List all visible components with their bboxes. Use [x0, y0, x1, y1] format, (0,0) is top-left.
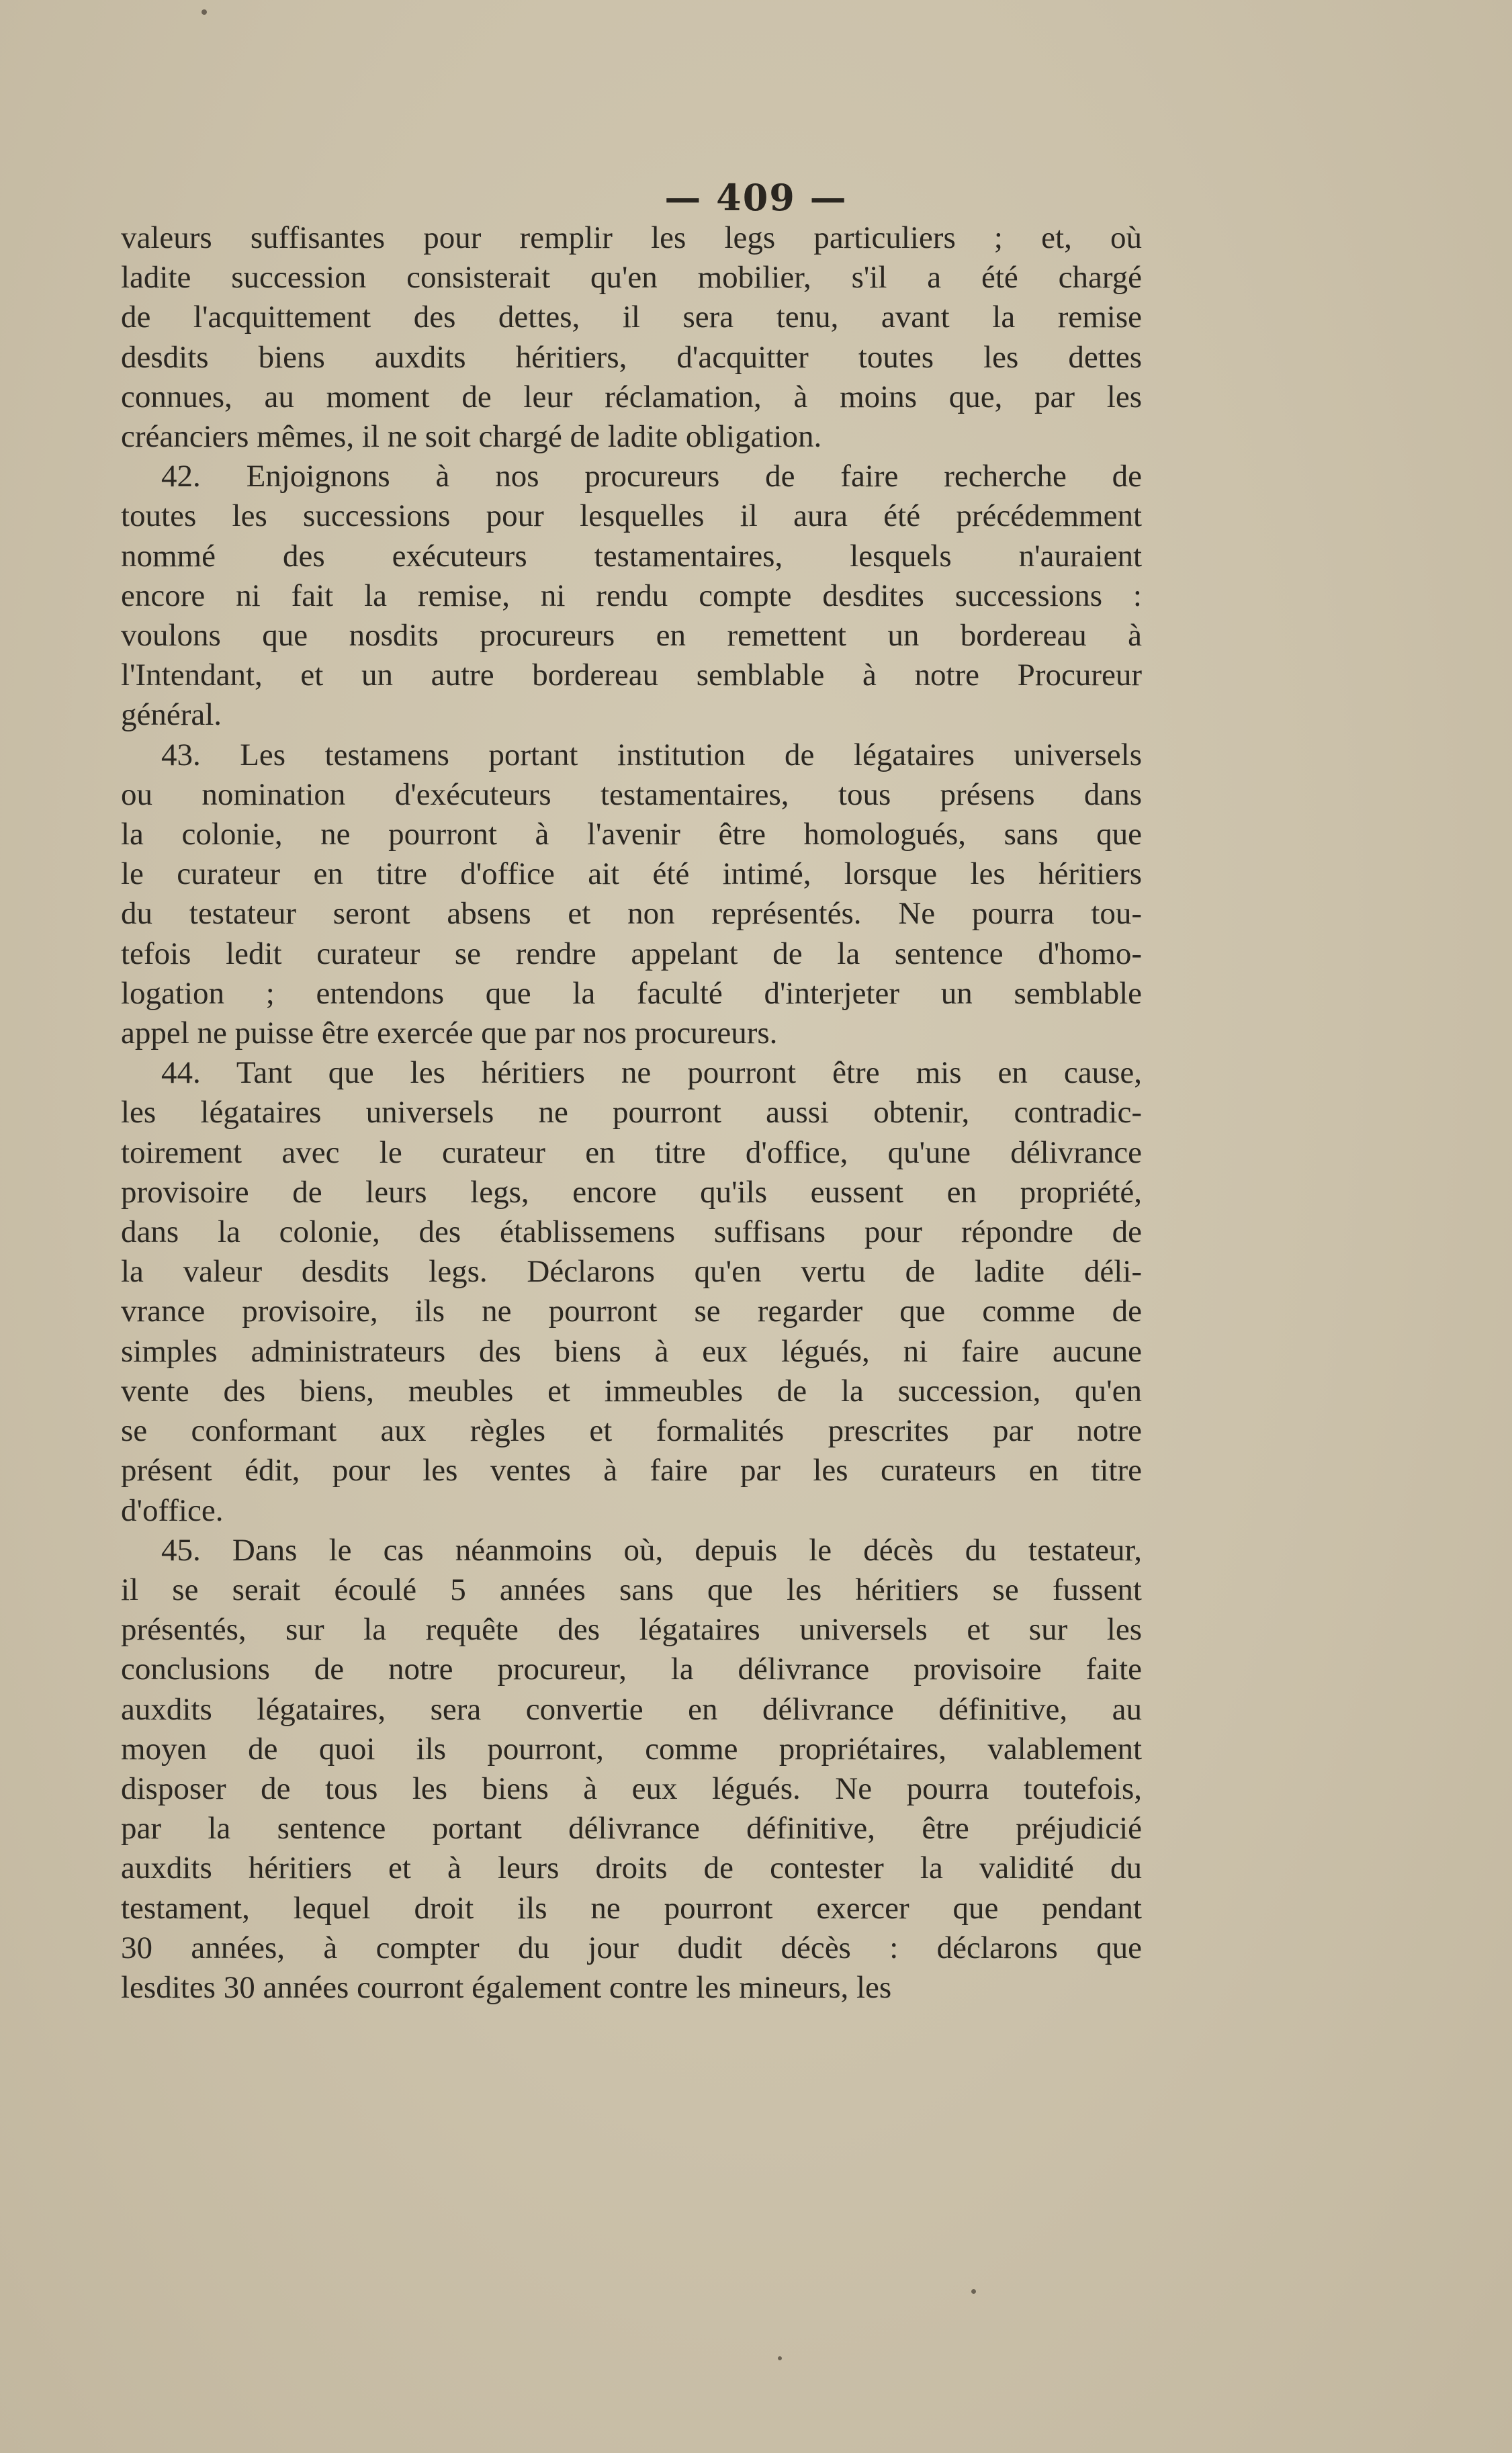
text-line: auxdits héritiers et à leurs droits de contester la validité du: [121, 1850, 1142, 1886]
text-line: toirement avec le curateur en titre d'office, qu'une délivrance: [121, 1134, 1142, 1170]
text-line: d'office.: [121, 1492, 224, 1528]
paragraph-p43: [121, 735, 1142, 1054]
ink-speck: [202, 9, 207, 15]
text-line: l'Intendant, et un autre bordereau semblable à notre Procureur: [121, 658, 1142, 693]
text-line: logation ; entendons que la faculté d'interjeter un semblable: [121, 975, 1142, 1011]
paragraph-p0: [121, 218, 1142, 457]
text-line: de l'acquittement des dettes, il sera tenu, avant la remise: [121, 300, 1142, 335]
text-line: dans la colonie, des établissemens suffisans pour répondre de: [121, 1214, 1142, 1250]
paragraph-p45: [121, 1531, 1142, 2008]
text-line: 45. Dans le cas néanmoins où, depuis le décès du testateur,: [161, 1532, 1142, 1568]
text-line: testament, lequel droit ils ne pourront exercer que pendant: [121, 1890, 1142, 1926]
text-line: auxdits légataires, sera convertie en délivrance définitive, au: [121, 1691, 1142, 1727]
text-line: nommé des exécuteurs testamentaires, lesquels n'auraient: [121, 538, 1142, 574]
text-line: ou nomination d'exécuteurs testamentaires, tous présens dans: [121, 776, 1142, 812]
text-line: desdits biens auxdits héritiers, d'acquitter toutes les dettes: [121, 339, 1142, 375]
text-line: toutes les successions pour lesquelles il aura été précédemment: [121, 498, 1142, 534]
text-line: vrance provisoire, ils ne pourront se regarder que comme de: [121, 1294, 1142, 1329]
text-line: voulons que nosdits procureurs en remettent un bordereau à: [121, 618, 1142, 654]
text-line: appel ne puisse être exercée que par nos procureurs.: [121, 1016, 778, 1051]
ink-speck: [971, 2289, 976, 2294]
text-line: conclusions de notre procureur, la délivrance provisoire faite: [121, 1652, 1142, 1687]
paragraph-p42: [121, 457, 1142, 735]
text-line: du testateur seront absens et non représentés. Ne pourra tou-: [121, 896, 1142, 932]
text-line: disposer de tous les biens à eux légués. Ne pourra toutefois,: [121, 1771, 1142, 1806]
text-line: 30 années, à compter du jour dudit décès : déclarons que: [121, 1930, 1142, 1965]
text-line: présentés, sur la requête des légataires universels et sur les: [121, 1612, 1142, 1648]
ink-speck: [778, 2356, 782, 2360]
text-line: général.: [121, 697, 222, 733]
text-line: présent édit, pour les ventes à faire par les curateurs en titre: [121, 1453, 1142, 1488]
text-line: encore ni fait la remise, ni rendu compte desdites successions :: [121, 578, 1142, 613]
text-line: se conformant aux règles et formalités prescrites par notre: [121, 1413, 1142, 1449]
text-line: ladite succession consisterait qu'en mobilier, s'il a été chargé: [121, 260, 1142, 296]
text-line: par la sentence portant délivrance définitive, être préjudicié: [121, 1811, 1142, 1846]
text-line: tefois ledit curateur se rendre appelant de la sentence d'homo-: [121, 936, 1142, 971]
text-line: la valeur desdits legs. Déclarons qu'en vertu de ladite déli-: [121, 1254, 1142, 1290]
text-line: 44. Tant que les héritiers ne pourront être mis en cause,: [161, 1055, 1142, 1091]
text-line: le curateur en titre d'office ait été intimé, lorsque les héritiers: [121, 856, 1142, 892]
text-line: 43. Les testamens portant institution de légataires universels: [161, 737, 1142, 772]
text-line: il se serait écoulé 5 années sans que les héritiers se fussent: [121, 1572, 1142, 1607]
text-line: les légataires universels ne pourront aussi obtenir, contradic-: [121, 1095, 1142, 1130]
page-number: — 409 —: [664, 176, 848, 219]
text-line: connues, au moment de leur réclamation, à moins que, par les: [121, 379, 1142, 414]
text-line: créanciers mêmes, il ne soit chargé de ladite obligation.: [121, 419, 822, 455]
text-line: lesdites 30 années courront également contre les mineurs, les: [121, 1969, 892, 2005]
text-line: la colonie, ne pourront à l'avenir être homologués, sans que: [121, 817, 1142, 852]
body-text: [121, 218, 1142, 2008]
text-line: vente des biens, meubles et immeubles de la succession, qu'en: [121, 1373, 1142, 1409]
text-line: valeurs suffisantes pour remplir les legs particuliers ; et, où: [121, 220, 1142, 255]
paragraph-p44: [121, 1053, 1142, 1530]
text-line: moyen de quoi ils pourront, comme propriétaires, valablement: [121, 1731, 1142, 1767]
text-line: simples administrateurs des biens à eux légués, ni faire aucune: [121, 1333, 1142, 1369]
text-line: provisoire de leurs legs, encore qu'ils eussent en propriété,: [121, 1174, 1142, 1210]
text-line: 42. Enjoignons à nos procureurs de faire recherche de: [161, 459, 1142, 494]
